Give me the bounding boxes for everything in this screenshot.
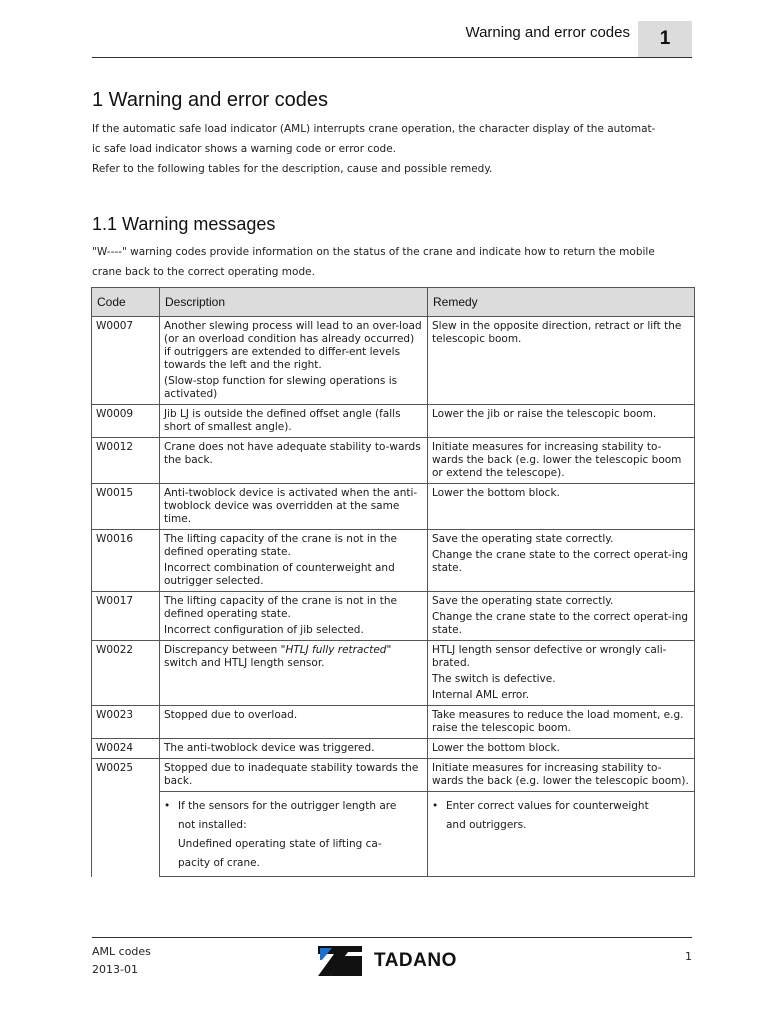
description-text: The anti-twoblock device was triggered.: [164, 742, 375, 754]
warning-intro-line-2: crane back to the correct operating mode.: [92, 266, 315, 278]
table-row: [92, 759, 695, 792]
warning-intro-line-1: "W----" warning codes provide information on the status of the crane and indicate how to return the mobile: [92, 246, 655, 258]
remedy-text: Change the crane state to the correct operat-ing state.: [432, 611, 689, 636]
intro-line-1: If the automatic safe load indicator (AML) interrupts crane operation, the character display of the automat-: [92, 123, 656, 135]
description-text: Another slewing process will lead to an over-load (or an overload condition has already occurred) if outriggers are extended to differ-ent levels towards the left and the right.: [164, 320, 422, 371]
description-text: Incorrect configuration of jib selected.: [164, 624, 364, 636]
code-cell: W0024: [92, 739, 160, 759]
code-cell: W0025: [92, 759, 160, 877]
table-subrow: [92, 792, 695, 877]
table-row: [92, 405, 695, 438]
remedy-text: Internal AML error.: [432, 689, 530, 701]
table-row: [92, 706, 695, 739]
footer-rule: [92, 937, 692, 938]
description-cell: [160, 592, 428, 641]
table-row: [92, 592, 695, 641]
tadano-logo-icon: [318, 946, 364, 976]
warning-intro: [92, 242, 696, 282]
bullet-item: [164, 797, 423, 816]
table-row: [92, 641, 695, 706]
code-cell: W0009: [92, 405, 160, 438]
bullet-icon: •: [432, 800, 439, 812]
remedy-cell: [428, 759, 695, 792]
description-suffix: " switch and HTLJ length sensor.: [164, 644, 392, 669]
warning-codes-table: [91, 287, 695, 877]
table-header-row: [92, 288, 695, 317]
sub-remedy-cell: [428, 792, 695, 877]
table-row: [92, 739, 695, 759]
brand-name: TADANO: [374, 950, 457, 971]
code-cell: W0023: [92, 706, 160, 739]
header-description: Description: [160, 288, 428, 317]
description-text: Stopped due to inadequate stability towards the back.: [164, 762, 419, 787]
description-cell: [160, 706, 428, 739]
description-text: Stopped due to overload.: [164, 709, 298, 721]
description-cell: [160, 484, 428, 530]
remedy-text: Initiate measures for increasing stability to-wards the back (e.g. lower the telescopic boom).: [432, 762, 689, 787]
code-cell: W0012: [92, 438, 160, 484]
bullet-text-continued: not installed:: [178, 819, 247, 831]
description-cell: [160, 641, 428, 706]
sub-description-cell: [160, 792, 428, 877]
brand-logo: [318, 946, 457, 976]
bullet-text-continued: Undefined operating state of lifting ca-: [178, 838, 382, 850]
section-title: 1.1 Warning messages: [92, 214, 276, 234]
remedy-text: Take measures to reduce the load moment, e.g. raise the telescopic boom.: [432, 709, 684, 734]
remedy-text: Lower the bottom block.: [432, 742, 560, 754]
description-cell: [160, 759, 428, 792]
description-text: (Slow-stop function for slewing operations is activated): [164, 375, 398, 400]
table-row: [92, 438, 695, 484]
remedy-cell: [428, 592, 695, 641]
code-cell: W0007: [92, 317, 160, 405]
remedy-cell: [428, 317, 695, 405]
remedy-text: Save the operating state correctly.: [432, 595, 614, 607]
header-remedy: Remedy: [428, 288, 695, 317]
header-rule: [92, 57, 692, 58]
remedy-text: Slew in the opposite direction, retract or lift the telescopic boom.: [432, 320, 682, 345]
bullet-text-continued: and outriggers.: [446, 819, 527, 831]
bullet-text-continued: pacity of crane.: [178, 857, 260, 869]
description-cell: [160, 530, 428, 592]
description-text: [164, 644, 423, 670]
footer-date: 2013-01: [92, 963, 138, 976]
code-cell: W0022: [92, 641, 160, 706]
remedy-cell: [428, 484, 695, 530]
code-cell: W0017: [92, 592, 160, 641]
footer-info: [92, 943, 151, 979]
description-text: Jib LJ is outside the defined offset angle (falls short of smallest angle).: [164, 408, 401, 433]
code-cell: W0016: [92, 530, 160, 592]
remedy-cell: [428, 530, 695, 592]
remedy-text: Save the operating state correctly.: [432, 533, 614, 545]
remedy-text: The switch is defective.: [432, 673, 556, 685]
description-text: The lifting capacity of the crane is not in the defined operating state.: [164, 595, 397, 620]
remedy-cell: [428, 739, 695, 759]
intro-line-2: ic safe load indicator shows a warning code or error code.: [92, 143, 397, 155]
remedy-text: HTLJ length sensor defective or wrongly cali-brated.: [432, 644, 667, 669]
page-number: 1: [685, 950, 692, 963]
description-cell: [160, 438, 428, 484]
page-title: 1 Warning and error codes: [92, 89, 329, 111]
header-title: Warning and error codes: [465, 24, 630, 41]
remedy-text: Change the crane state to the correct operat-ing state.: [432, 549, 689, 574]
header-code: Code: [92, 288, 160, 317]
table-row: [92, 317, 695, 405]
bullet-text: Enter correct values for counterweight: [446, 800, 649, 812]
remedy-cell: [428, 438, 695, 484]
remedy-text: Lower the bottom block.: [432, 487, 560, 499]
table-row: [92, 484, 695, 530]
bullet-item: [432, 797, 690, 816]
description-cell: [160, 317, 428, 405]
description-text: The lifting capacity of the crane is not in the defined operating state.: [164, 533, 397, 558]
bullet-text: If the sensors for the outrigger length are: [178, 800, 397, 812]
remedy-cell: [428, 706, 695, 739]
footer-document-name: AML codes: [92, 945, 151, 958]
bullet-icon: •: [164, 800, 171, 812]
table-row: [92, 530, 695, 592]
description-italic: HTLJ fully retracted: [285, 644, 387, 656]
description-text: Incorrect combination of counterweight and outrigger selected.: [164, 562, 395, 587]
description-text: Crane does not have adequate stability to-wards the back.: [164, 441, 421, 466]
remedy-cell: [428, 641, 695, 706]
description-cell: [160, 739, 428, 759]
remedy-text: Lower the jib or raise the telescopic boom.: [432, 408, 657, 420]
description-cell: [160, 405, 428, 438]
description-prefix: Discrepancy between ": [164, 644, 286, 656]
intro-line-3: Refer to the following tables for the description, cause and possible remedy.: [92, 163, 493, 175]
intro-paragraph: [92, 119, 696, 179]
description-text: Anti-twoblock device is activated when the anti-twoblock device was overridden at the same time.: [164, 487, 418, 525]
remedy-text: Initiate measures for increasing stability to-wards the back (e.g. lower the telescopic boom or extend the telescope).: [432, 441, 682, 479]
chapter-number: 1: [638, 21, 692, 57]
remedy-cell: [428, 405, 695, 438]
code-cell: W0015: [92, 484, 160, 530]
